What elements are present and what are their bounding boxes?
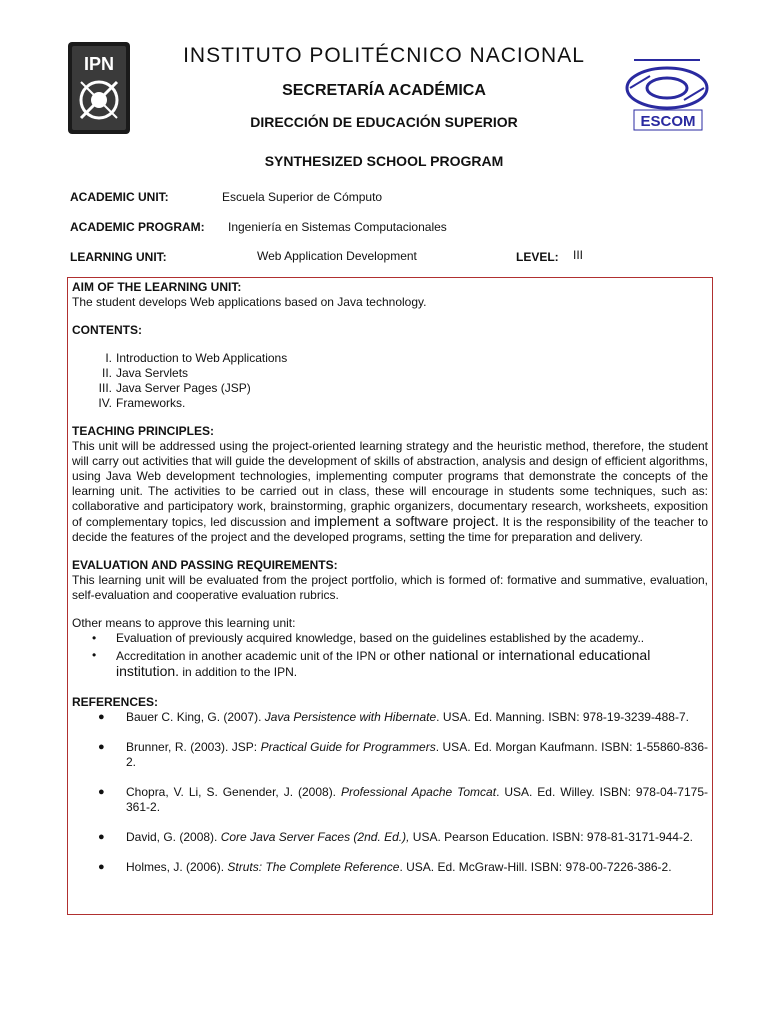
reference-item [72, 860, 708, 875]
list-item [72, 631, 708, 646]
other-means-text: Other means to approve this learning unit: [72, 616, 296, 630]
level-value: III [573, 248, 584, 262]
list-item-number: IV. [98, 396, 112, 410]
reference-title: Professional Apache Tomcat [340, 785, 497, 799]
list-item-text: Frameworks. [116, 396, 186, 410]
reference-publisher: USA. Pearson Education. ISBN: 978-81-3171-944-2. [409, 830, 693, 844]
bullet-icon: ● [98, 861, 105, 873]
teaching-heading: TEACHING PRINCIPLES: [72, 424, 215, 438]
bullet-icon: ● [98, 786, 105, 798]
program-content-box [67, 277, 713, 915]
bullet-icon: ● [98, 711, 105, 723]
reference-publisher: . USA. Ed. McGraw-Hill. ISBN: 978-00-7226-386-2. [399, 860, 672, 874]
secretariat-title: SECRETARÍA ACADÉMICA [282, 82, 486, 99]
reference-title: Java Persistence with Hibernate [264, 710, 437, 724]
learning-unit-value: Web Application Development [257, 249, 417, 263]
reference-publisher: . USA. Ed. Morgan Kaufmann. ISBN: 1-55860-836-2. [126, 740, 708, 769]
list-item-text: Evaluation of previously acquired knowledge, based on the guidelines established by the academy.. [116, 631, 645, 645]
reference-author: David, G. (2008). [126, 830, 221, 844]
academic-program-value: Ingeniería en Sistemas Computacionales [228, 220, 447, 234]
list-item-text [116, 648, 708, 680]
reference-title: Struts: The Complete Reference [227, 860, 400, 874]
evaluation-heading: EVALUATION AND PASSING REQUIREMENTS: [72, 558, 338, 572]
bullet-icon: ● [98, 831, 105, 843]
teaching-text [72, 439, 708, 545]
reference-publisher: . USA. Ed. Willey. ISBN: 978-04-7175-361-2. [126, 785, 708, 814]
ipn-logo-text: IPN [83, 54, 115, 74]
references-list [72, 710, 708, 875]
references-heading: REFERENCES: [72, 695, 159, 709]
reference-author: Brunner, R. (2003). JSP: [126, 740, 261, 754]
list-item [72, 381, 708, 396]
list-item [72, 648, 708, 680]
reference-title: Core Java Server Faces (2nd. Ed.), [220, 830, 410, 844]
program-title: SYNTHESIZED SCHOOL PROGRAM [264, 153, 504, 169]
academic-program-label: ACADEMIC PROGRAM: [70, 220, 205, 234]
academic-unit-value: Escuela Superior de Cómputo [222, 190, 383, 204]
bullet-icon: • [92, 631, 97, 645]
list-item [72, 351, 708, 366]
contents-list [72, 351, 708, 411]
list-item-number: I. [105, 351, 112, 365]
list-item [72, 396, 708, 411]
academic-unit-label: ACADEMIC UNIT: [70, 190, 169, 204]
reference-item [72, 830, 708, 845]
teaching-text-emphasis: implement a software project. [314, 513, 499, 529]
aim-heading: AIM OF THE LEARNING UNIT: [72, 280, 242, 294]
list-item-text-part: Accreditation in another academic unit of the IPN or [116, 649, 394, 663]
aim-text: The student develops Web applications based on Java technology. [72, 295, 427, 309]
list-item-text-part: in addition to the IPN. [179, 665, 298, 679]
direction-title: DIRECCIÓN DE EDUCACIÓN SUPERIOR [250, 114, 518, 130]
list-item-number: III. [98, 381, 112, 395]
list-item [72, 366, 708, 381]
reference-publisher: . USA. Ed. Manning. ISBN: 978-19-3239-488-7. [436, 710, 689, 724]
escom-logo-text: ESCOM [640, 113, 696, 130]
reference-author: Chopra, V. Li, S. Genender, J. (2008). [126, 785, 341, 799]
list-item-text: Java Servlets [116, 366, 189, 380]
teaching-text-part: It is the responsibility of the teacher to decide the features of the project and the developed programs, setting the time for preparation and delivery. [72, 515, 708, 544]
list-item-number: II. [101, 366, 112, 380]
reference-author: Holmes, J. (2006). [126, 860, 228, 874]
reference-item [72, 740, 708, 770]
learning-unit-label: LEARNING UNIT: [70, 250, 167, 264]
bullet-icon: • [92, 648, 97, 662]
list-item-emphasis: other national or international educational institution. [116, 647, 651, 679]
evaluation-text: This learning unit will be evaluated from the project portfolio, which is formed of: formative and summative, evaluation, self-evaluation and cooperative evaluation rubrics. [72, 573, 708, 602]
reference-item [72, 710, 708, 725]
other-means-list [72, 631, 708, 680]
reference-author: Bauer C. King, G. (2007). [126, 710, 265, 724]
institution-title: INSTITUTO POLITÉCNICO NACIONAL [183, 44, 585, 67]
list-item-text: Java Server Pages (JSP) [116, 381, 251, 395]
bullet-icon: ● [98, 741, 105, 753]
reference-title: Practical Guide for Programmers [260, 740, 436, 754]
teaching-text-part: This unit will be addressed using the project-oriented learning strategy and the heuristic method, therefore, the student will carry out activities that will guide the development of skills of abstraction, analysis and design of efficient algorithms, using Java Web development technologies, implementing computer programs that demonstrate the concepts of the learning unit. The activities to be carried out in class, these will encourage in students some techniques, such as: collaborative and participatory work, brainstorming, graphic organizers, documentary research, worksheets, exposition of complementary topics, led discussion and [72, 439, 708, 529]
list-item-text: Introduction to Web Applications [116, 351, 288, 365]
reference-item [72, 785, 708, 815]
level-label: LEVEL: [516, 250, 559, 264]
contents-heading: CONTENTS: [72, 323, 142, 337]
